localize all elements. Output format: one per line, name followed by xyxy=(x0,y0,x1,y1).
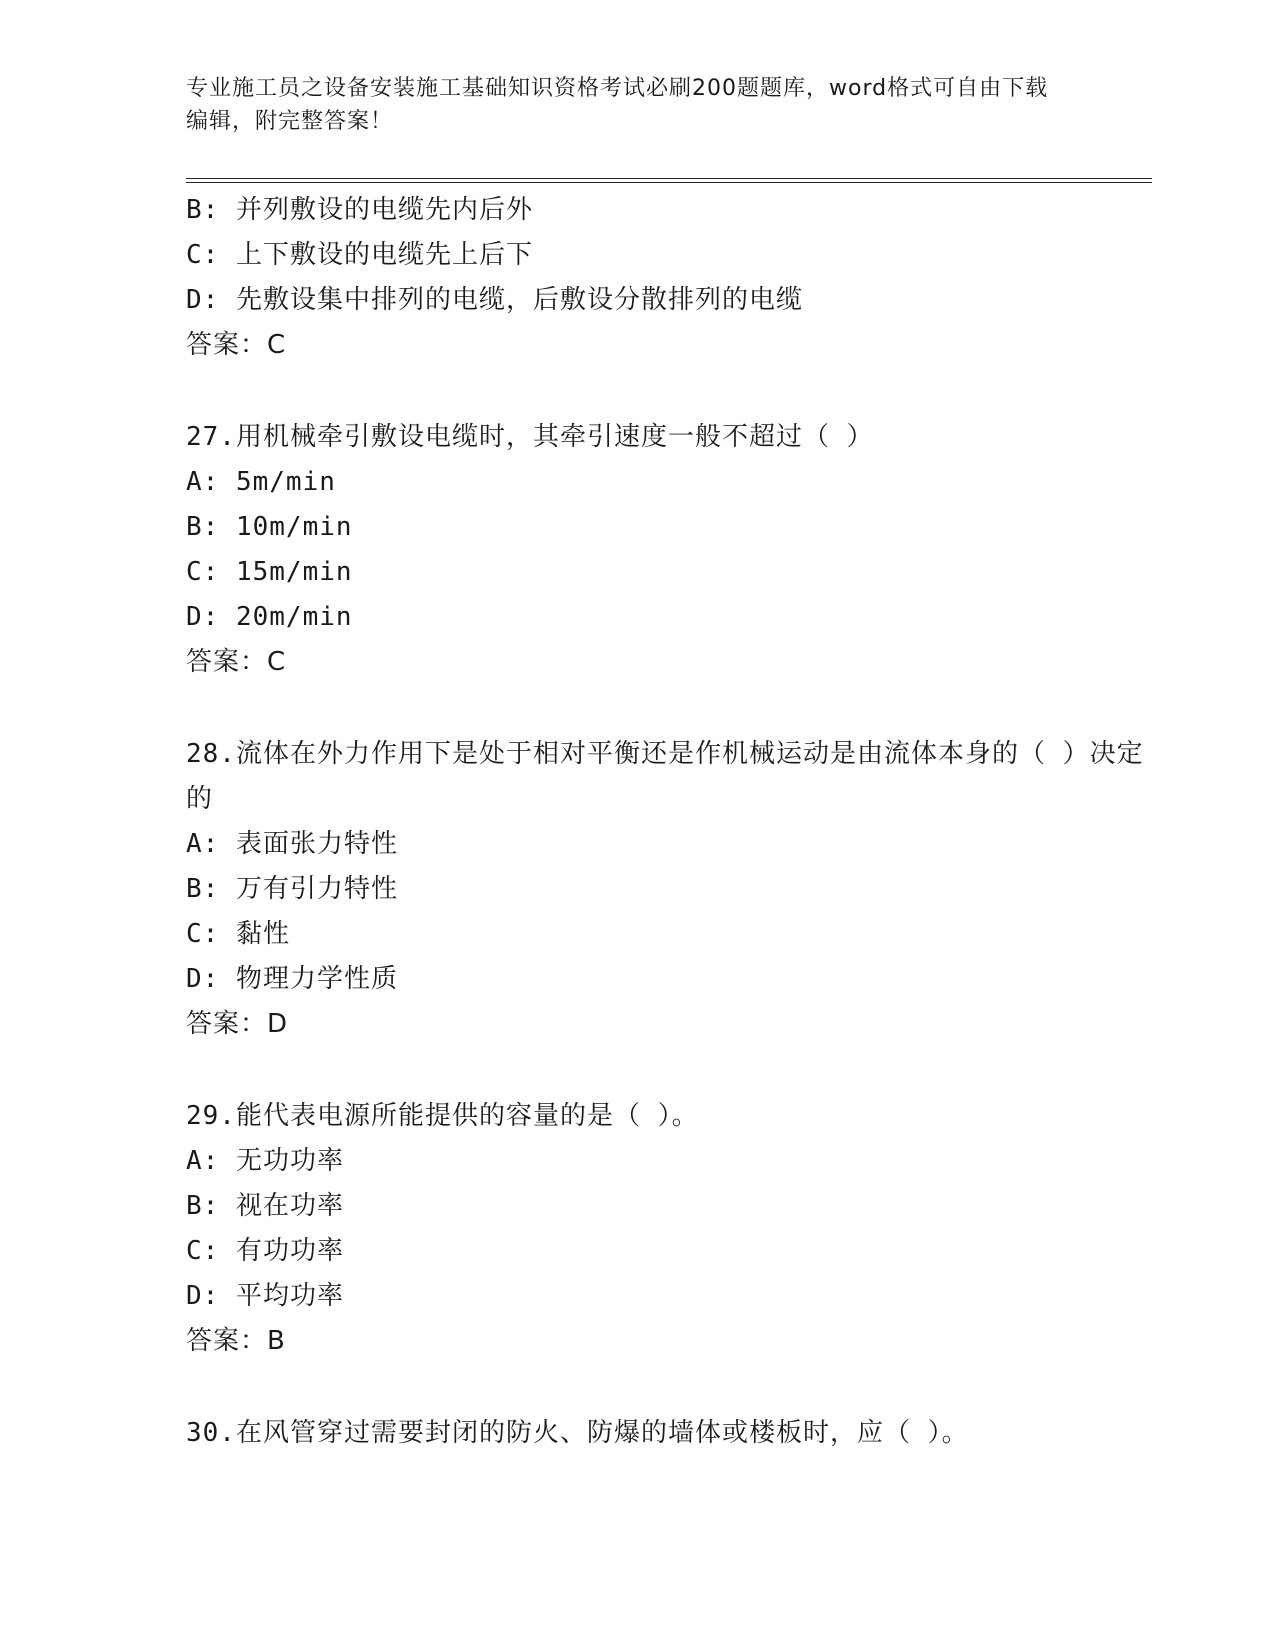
question-content xyxy=(186,188,1152,1456)
option-d: D: 物理力学性质 xyxy=(186,964,398,994)
question-text: 29.能代表电源所能提供的容量的是（ ）。 xyxy=(186,1101,699,1131)
option-d: D: 20m/min xyxy=(186,602,353,632)
answer-label: 答案：D xyxy=(186,1009,289,1039)
option-a: A: 无功功率 xyxy=(186,1146,344,1176)
question-27 xyxy=(186,415,1152,685)
option-c: C: 上下敷设的电缆先上后下 xyxy=(186,240,533,270)
option-d: D: 平均功率 xyxy=(186,1281,344,1311)
header-divider-bottom xyxy=(186,182,1152,183)
question-28 xyxy=(186,732,1152,1047)
option-b: B: 10m/min xyxy=(186,512,353,542)
option-b: B: 万有引力特性 xyxy=(186,874,398,904)
answer-label: 答案：B xyxy=(186,1326,286,1356)
option-c: C: 黏性 xyxy=(186,919,290,949)
option-a: A: 表面张力特性 xyxy=(186,829,398,859)
header-divider-top xyxy=(186,178,1152,179)
document-header: 专业施工员之设备安装施工基础知识资格考试必刷200题题库，word格式可自由下载编辑，附完整答案！ xyxy=(186,76,1049,134)
question-text: 27.用机械牵引敷设电缆时，其牵引速度一般不超过（ ） xyxy=(186,422,874,452)
option-b: B: 并列敷设的电缆先内后外 xyxy=(186,195,533,225)
answer-label: 答案：C xyxy=(186,647,287,677)
question-29 xyxy=(186,1094,1152,1364)
option-c: C: 15m/min xyxy=(186,557,353,587)
question-text: 28.流体在外力作用下是处于相对平衡还是作机械运动是由流体本身的（ ）决定的 xyxy=(186,739,1144,814)
question-text: 30.在风管穿过需要封闭的防火、防爆的墙体或楼板时，应（ ）。 xyxy=(186,1418,969,1448)
option-d: D: 先敷设集中排列的电缆，后敷设分散排列的电缆 xyxy=(186,285,803,315)
option-c: C: 有功功率 xyxy=(186,1236,344,1266)
option-a: A: 5m/min xyxy=(186,467,336,497)
option-b: B: 视在功率 xyxy=(186,1191,344,1221)
answer-label: 答案：C xyxy=(186,330,287,360)
question-26-tail xyxy=(186,188,1152,368)
question-30 xyxy=(186,1411,1152,1456)
